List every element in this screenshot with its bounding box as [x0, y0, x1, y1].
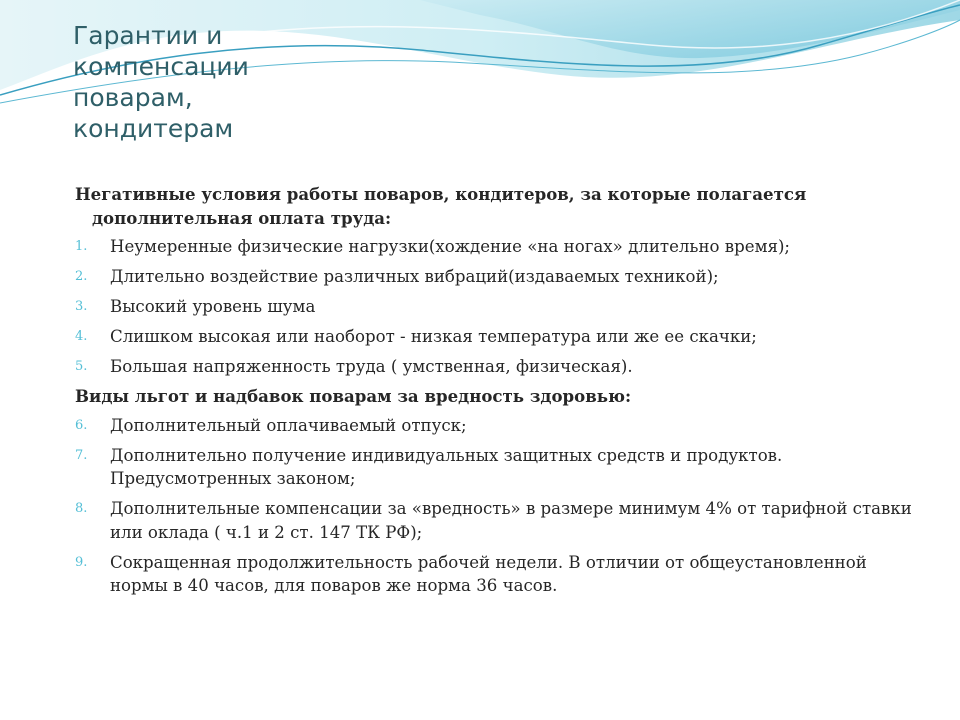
list-item	[75, 497, 925, 544]
title-line: поварам,	[73, 83, 193, 112]
slide-content	[75, 183, 925, 604]
list-number: 7.	[75, 447, 88, 463]
list-item	[75, 551, 925, 598]
slide-title	[73, 20, 393, 144]
list-item-text: Дополнительные компенсации за «вредность» в размере минимум 4% от тарифной ставки или оклада ( ч.1 и 2 ст. 147 ТК РФ);	[110, 499, 912, 542]
list-item	[75, 325, 925, 349]
title-line: кондитерам	[73, 114, 234, 143]
list-item-text: Высокий уровень шума	[110, 297, 316, 316]
list-number: 6.	[75, 417, 88, 433]
list-item-text: Дополнительно получение индивидуальных защитных средств и продуктов. Предусмотренных законом;	[110, 445, 783, 488]
list-item-text: Большая напряженность труда ( умственная, физическая).	[110, 357, 633, 376]
list-item	[75, 355, 925, 379]
section-heading: Негативные условия работы поваров, кондитеров, за которые полагается дополнительная оплата труда:	[75, 184, 807, 228]
title-line: Гарантии и	[73, 21, 223, 50]
list-item-text: Сокращенная продолжительность рабочей недели. В отличии от общеустановленной нормы в 40 часов, для поваров же норма 36 часов.	[110, 552, 867, 595]
list-item-text: Длительно воздействие различных вибраций(издаваемых техникой);	[110, 267, 719, 286]
list-item	[75, 295, 925, 319]
list-item	[75, 235, 925, 259]
list-item	[75, 444, 925, 491]
list-item-text: Дополнительный оплачиваемый отпуск;	[110, 415, 467, 435]
list-number: 5.	[75, 359, 88, 374]
list-item-text: Слишком высокая или наоборот - низкая температура или же ее скачки;	[110, 327, 757, 346]
list-item	[75, 265, 925, 289]
list-number: 4.	[75, 329, 88, 344]
section-heading: Виды льгот и надбавок поварам за вредность здоровью:	[75, 386, 632, 406]
list-item-text: Неумеренные физические нагрузки(хождение «на ногах» длительно время);	[110, 237, 791, 256]
list-number: 8.	[75, 501, 88, 516]
list-number: 3.	[75, 299, 88, 314]
list-number: 1.	[75, 239, 88, 254]
title-line: компенсации	[73, 52, 249, 81]
list-item	[75, 414, 925, 438]
list-number: 2.	[75, 269, 88, 284]
list-number: 9.	[75, 554, 88, 570]
